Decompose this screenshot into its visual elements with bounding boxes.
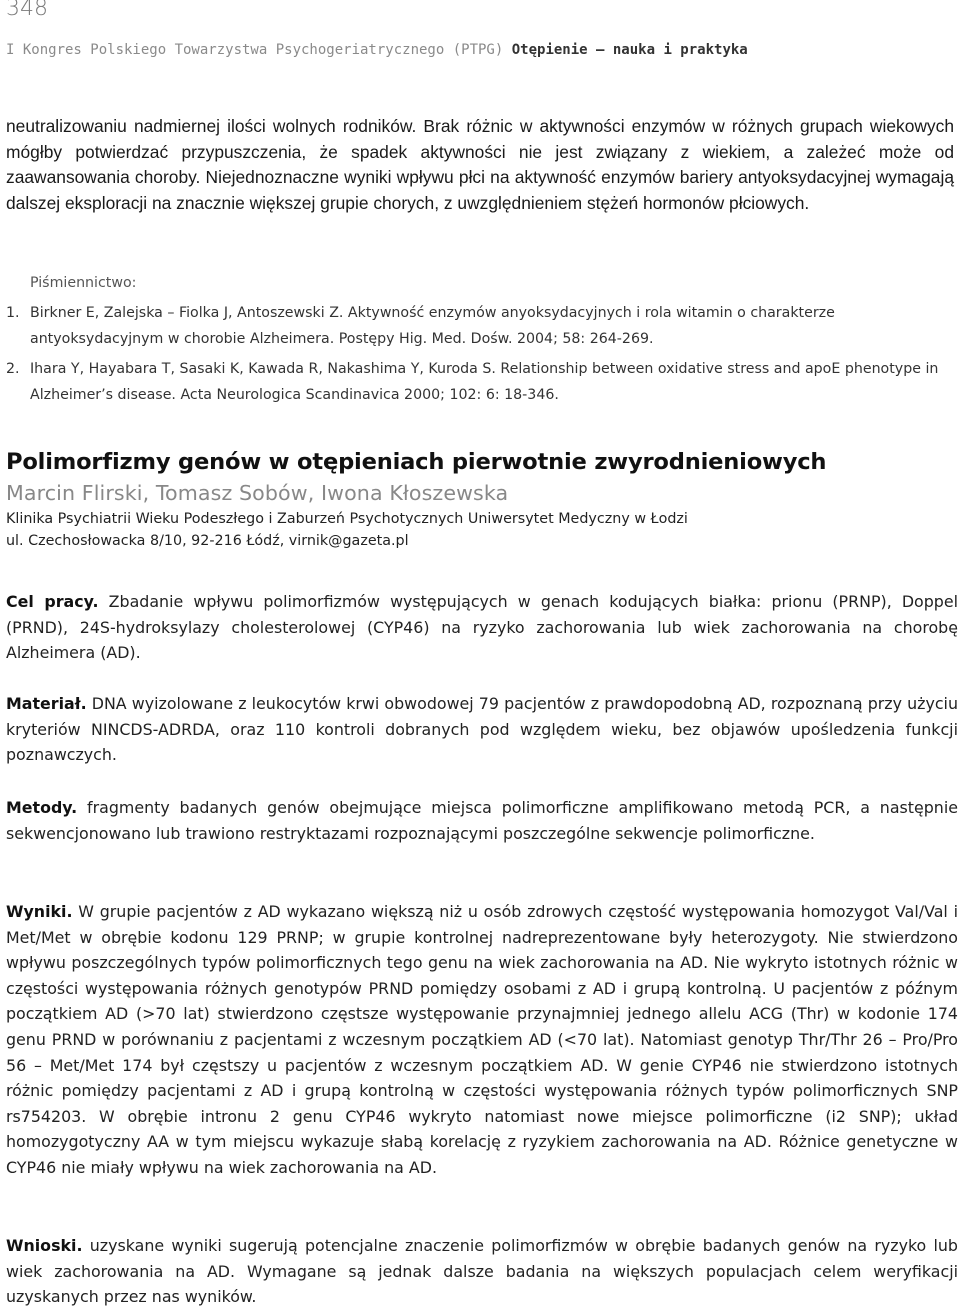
reference-text: Birkner E, Zalejska – Fiolka J, Antoszewski Z. Aktywność enzymów anyoksydacyjnych i rola witamin o charakterze antyoksydacyjnym w chorobie Alzheimera. Postępy Hig. Med. Dośw. 2004; 58: 264-269. <box>30 305 835 347</box>
section-text: DNA wyizolowane z leukocytów krwi obwodowej 79 pacjentów z prawdopodobną AD, rozpoznaną przy użyciu kryteriów NINCDS-ADRDA, oraz 110 kontroli dobranych pod względem wieku, bez objawów upośledzenia funkcji poznawczych. <box>6 694 958 765</box>
section-methods <box>6 795 958 846</box>
reference-number: 1. <box>6 305 20 321</box>
section-label: Wnioski. <box>6 1236 83 1255</box>
abstract-authors: Marcin Flirski, Tomasz Sobów, Iwona Kłoszewska <box>6 481 509 505</box>
section-label: Cel pracy. <box>6 592 99 611</box>
running-header <box>6 42 748 58</box>
section-aim <box>6 589 958 666</box>
section-material <box>6 691 958 768</box>
references-heading: Piśmiennictwo: <box>30 275 137 291</box>
journal-section: Otępienie – nauka i praktyka <box>511 42 748 58</box>
reference-text: Ihara Y, Hayabara T, Sasaki K, Kawada R, Nakashima Y, Kuroda S. Relationship between oxidative stress and apoE phenotype in Alzheimer’s disease. Acta Neurologica Scandinavica 2000; 102: 6: 18-346. <box>30 361 939 403</box>
section-label: Metody. <box>6 798 78 817</box>
address: ul. Czechosłowacka 8/10, 92-216 Łódź, virnik@gazeta.pl <box>6 533 409 549</box>
abstract-title: Polimorfizmy genów w otępieniach pierwotnie zwyrodnieniowych <box>6 449 827 475</box>
journal-name: I Kongres Polskiego Towarzystwa Psychogeriatrycznego (PTPG) <box>6 42 504 58</box>
reference-item <box>6 356 956 408</box>
affiliation: Klinika Psychiatrii Wieku Podeszłego i Zaburzeń Psychotycznych Uniwersytet Medyczny w Łodzi <box>6 511 688 527</box>
section-label: Wyniki. <box>6 902 73 921</box>
page-number: 348 <box>6 0 48 21</box>
section-results <box>6 899 958 1181</box>
section-text: uzyskane wyniki sugerują potencjalne znaczenie polimorfizmów w obrębie badanych genów na ryzyko lub wiek zachorowania na AD. Wymagane są jednak dalsze badania na większych populacjach celem weryfikacji uzyskanych przez nas wyników. <box>6 1236 958 1307</box>
section-text: W grupie pacjentów z AD wykazano większą niż u osób zdrowych częstość występowania homozygot Val/Val i Met/Met w obrębie kodonu 129 PRNP; w grupie kontrolnej nadreprezentowane były heterozygoty. Nie stwierdzono wpływu poszczególnych typów polimorficznych tego genu na wiek zachorowania na AD. Nie wykryto istotnych różnic w częstości występowania różnych genotypów PRND pomiędzy osobami z AD i grupą kontrolną. U pacjentów z późnym początkiem AD (>70 lat) stwierdzono częstsze występowanie przynajmniej jednego allelu ACG (Thr) w kodonie 174 genu PRND w porównaniu z pacjentami z wczesnym początkiem AD (<70 lat). Natomiast genotyp Thr/Thr 26 – Pro/Pro 56 – Met/Met 174 był częstszy u pacjentów z wczesnym początkiem AD. W genie CYP46 nie stwierdzono istotnych różnic pomiędzy pacjentami z AD i grupą kontrolną w częstości występowania różnych typów polimorficznych SNP rs754203. W obrębie intronu 2 genu CYP46 wykryto natomiast nowe miejsce polimorficzne (i2 SNP); układ homozygotyczny AA w tym miejscu wykazuje słabą korelację z ryzykiem zachorowania na AD. Różnice genetyczne w CYP46 nie miały wpływu na wiek zachorowania na AD. <box>6 902 958 1177</box>
abstract-header <box>6 446 958 552</box>
section-label: Materiał. <box>6 694 87 713</box>
continued-paragraph: neutralizowaniu nadmiernej ilości wolnych rodników. Brak różnic w aktywności enzymów w różnych grupach wiekowych mógłby potwierdzać przypuszczenia, że spadek aktywności nie jest związany z wiekiem, a zależeć może od zaawansowania choroby. Niejednoznaczne wyniki wpływu płci na aktywność enzymów bariery antyoksydacyjnej wymagają dalszej eksploracji na znacznie większej grupie chorych, z uwzględnieniem stężeń hormonów płciowych. <box>6 116 954 213</box>
reference-number: 2. <box>6 361 20 377</box>
section-text: Zbadanie wpływu polimorfizmów występujących w genach kodujących białka: prionu (PRNP), Doppel (PRND), 24S-hydroksylazy cholesterolowej (CYP46) na ryzyko zachorowania lub wiek zachorowania na chorobę Alzheimera (AD). <box>6 592 959 663</box>
references <box>6 270 956 408</box>
reference-item <box>6 300 956 352</box>
section-conclusions <box>6 1233 958 1310</box>
section-text: fragmenty badanych genów obejmujące miejsca polimorficzne amplifikowano metodą PCR, a następnie sekwencjonowano lub trawiono restryktazami rozpoznającymi poszczególne sekwencje polimorficzne. <box>6 798 958 843</box>
